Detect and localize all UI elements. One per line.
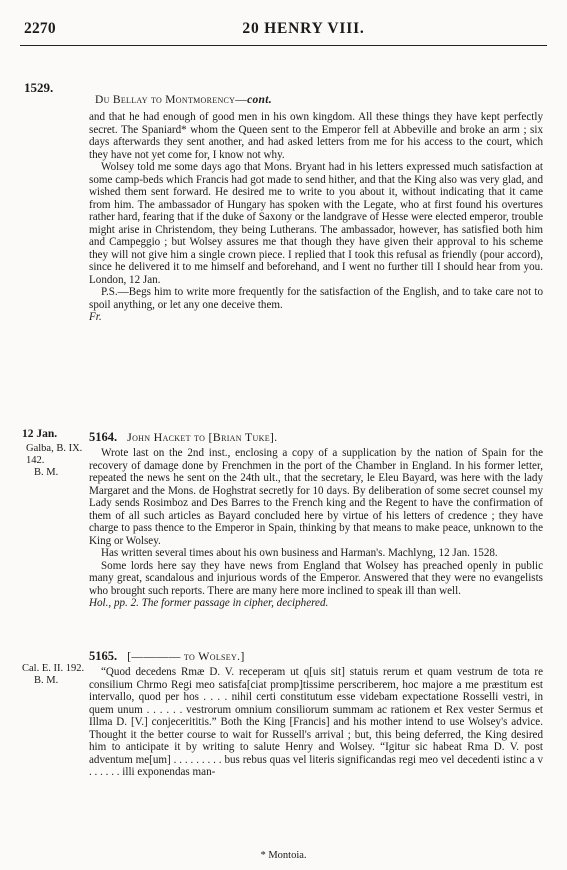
entry-5164-date: 12 Jan. (22, 428, 58, 440)
entry-5164-title: John Hacket to [Brian Tuke]. (127, 430, 278, 444)
entry-5164-repository: B. M. (34, 467, 59, 478)
entry-5165-title: [———— to Wolsey.] (127, 649, 245, 663)
entry-5165-body (89, 666, 543, 779)
entry-5163-body (89, 111, 543, 324)
entry-5164-body (89, 447, 543, 610)
entry-5163-paragraph-1: and that he had enough of good men in his own kingdom. All these things they have kept perfectly secret. The Spaniard* whom the Queen sent to the Emperor fell at Abbeville and broke an arm ; six days afterwards they sent another, and had asked letters from me for his access to the court, which they have not yet come for, I know not why. (89, 111, 543, 161)
entry-5163-language: Fr. (89, 311, 102, 323)
entry-5164-margin (22, 428, 88, 479)
entry-5164-paragraph-1: Wrote last on the 2nd inst., enclosing a copy of a supplication by the nation of Spain for the recovery of damage done by Frenchmen in the port of the Chamber in England. In his former letter, repeated the news he sent on the 24th ult., that the secretary, le Eleu Bayard, was here with the lady Margaret and the Mons. de Hoghstrat secretly for 10 days. By deliberation of some secret counsel my Lady sends Rosimboz and Des Barres to the French king and the Regent to have the confirmation of them of all such articles as Bayard concluded here by virtue of his letters of credence ; they have charge to pass thence to the Emperor in Spain, thinking by that means to make peace, unknown to the King or Wolsey. (89, 447, 543, 547)
entry-5165-margin (22, 663, 88, 687)
entry-5163-heading-text: Du Bellay to Montmorency— (95, 94, 248, 106)
entry-5165-paragraph-1: “Quod decedens Rmæ D. V. receperam ut q[uis sit] statuis rerum et quam vestrum de tota re consilium Chrmo Regi meo satisfa[ciat promp]tissime perscriberem, hoc majore a me præstitum est intervallo, quod per hos . . . . nihil certi constitutum esse videbam expectatione Rosselli vestri, in quem unum . . . . . . vestrorum omnium consiliorum summam ac rationem et Rex vester Sermus et Illma D. [V.] conjecerititis.” Both the King [Francis] and his mother intend to use Wolsey's advice. Thought it the better course to wait for Russell's arrival ; but, this being deferred, the King desired him to anticipate it by writing to salute Henry and Wolsey. “Igitur sic habeat Rma D. V. post adventum me[um] . . . . . . . . . bus rebus quas vel literis significandas regi meo vel decedenti istinc a v . . . . . . illi exponendas man- (89, 666, 543, 778)
entry-5165-number: 5165. (89, 649, 118, 663)
entry-5163-paragraph-3: P.S.—Begs him to write more frequently for the satisfaction of the English, and to take care not to spoil anything, or let any one deceive them. (89, 286, 543, 311)
page-number: 2270 (24, 20, 56, 37)
entry-5164-number: 5164. (89, 430, 118, 444)
entry-5165-heading (89, 649, 245, 664)
entry-5164-note: Hol., pp. 2. The former passage in cipher, deciphered. (89, 597, 329, 609)
header-rule (20, 45, 547, 46)
running-head: 20 HENRY VIII. (242, 20, 365, 37)
entry-5164-heading (89, 430, 277, 445)
entry-5165-source: Cal. E. II. 192. (22, 663, 85, 674)
entry-5163-heading (95, 94, 272, 106)
entry-5163-heading-cont: cont. (247, 94, 272, 106)
entry-5164-paragraph-2: Has written several times about his own business and Harman's. Machlyng, 12 Jan. 1528. (101, 547, 498, 559)
entry-5164-source: Galba, B. IX. 142. (26, 443, 83, 466)
footnote: * Montoia. (260, 850, 307, 861)
entry-5163-paragraph-2: Wolsey told me some days ago that Mons. Bryant had in his letters expressed much satisfaction at some camp-beds which Francis had got made to send hither, and that the King also was very glad, and wished them sent forward. He desired me to write to you about it, without indicating that it came from him. The ambassador of Hungary has spoken with the Legate, who at first found his overtures rather hard, fearing that if the duke of Saxony or the landgrave of Hesse were elected emperor, trouble might arise in Christendom, they being Lutherans. The ambassador, however, has satisfied both him and Campeggio ; but Wolsey assures me that though they have given their approval to his scheme they will not give him a single crown piece. I replied that I took this refusal as friendly (pour accord), since he delivered it to me himself and beforehand, and I went no further till I should hear from you. London, 12 Jan. (89, 161, 543, 286)
entry-5164-paragraph-3: Some lords here say they have news from England that Wolsey has preached openly in public many great, scandalous and injurious words of the Emperor. Answered that they were no evangelists who brought such reports. There are many here more inclined to speak ill than well. (89, 559, 543, 597)
entry-5165-repository: B. M. (34, 675, 59, 686)
year-label: 1529. (24, 80, 54, 95)
